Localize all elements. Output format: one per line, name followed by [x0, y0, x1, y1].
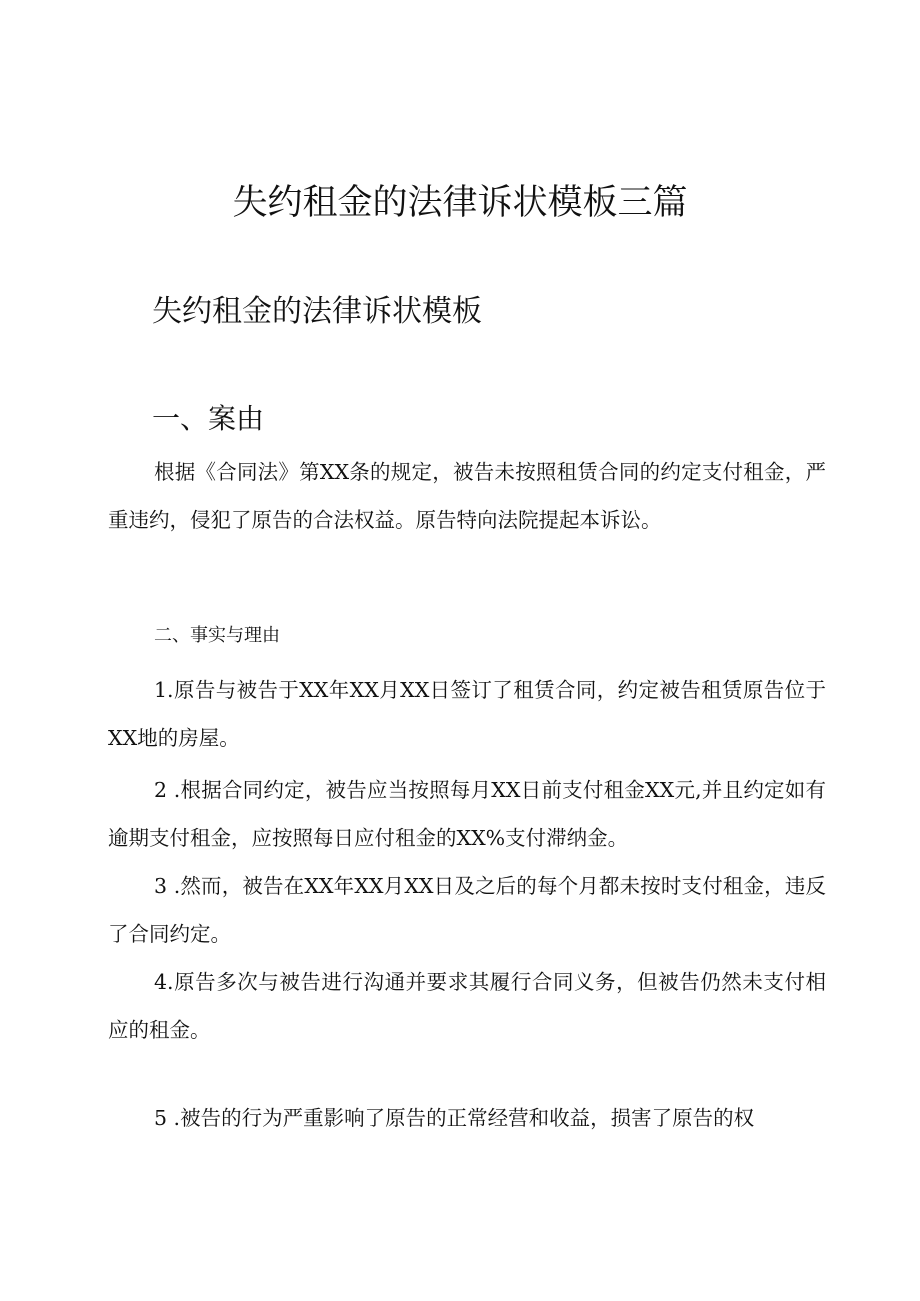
facts-item-3: 3 .然而，被告在XX年XX月XX日及之后的每个月都未按时支付租金，违反了合同约定。 — [108, 874, 826, 946]
facts-item-1: 1.原告与被告于XX年XX月XX日签订了租赁合同，约定被告租赁原告位于XX地的房屋。 — [108, 678, 826, 750]
facts-item-4: 4.原告多次与被告进行沟通并要求其履行合同义务，但被告仍然未支付相应的租金。 — [108, 970, 826, 1042]
case-paragraph: 根据《合同法》第XX条的规定，被告未按照租赁合同的约定支付租金，严重违约，侵犯了原告的合法权益。原告特向法院提起本诉讼。 — [108, 460, 826, 532]
section-heading-case: 一、案由 — [152, 402, 265, 435]
section-heading-facts: 二、事实与理由 — [154, 625, 280, 646]
facts-item-5: 5 .被告的行为严重影响了原告的正常经营和收益，损害了原告的权 — [154, 1106, 755, 1130]
document-title: 失约租金的法律诉状模板三篇 — [232, 183, 688, 223]
facts-item-2: 2 .根据合同约定，被告应当按照每月XX日前支付租金XX元,并且约定如有逾期支付租金，应按照每日应付租金的XX%支付滞纳金。 — [108, 778, 826, 850]
document-subtitle: 失约租金的法律诉状模板 — [152, 294, 482, 329]
